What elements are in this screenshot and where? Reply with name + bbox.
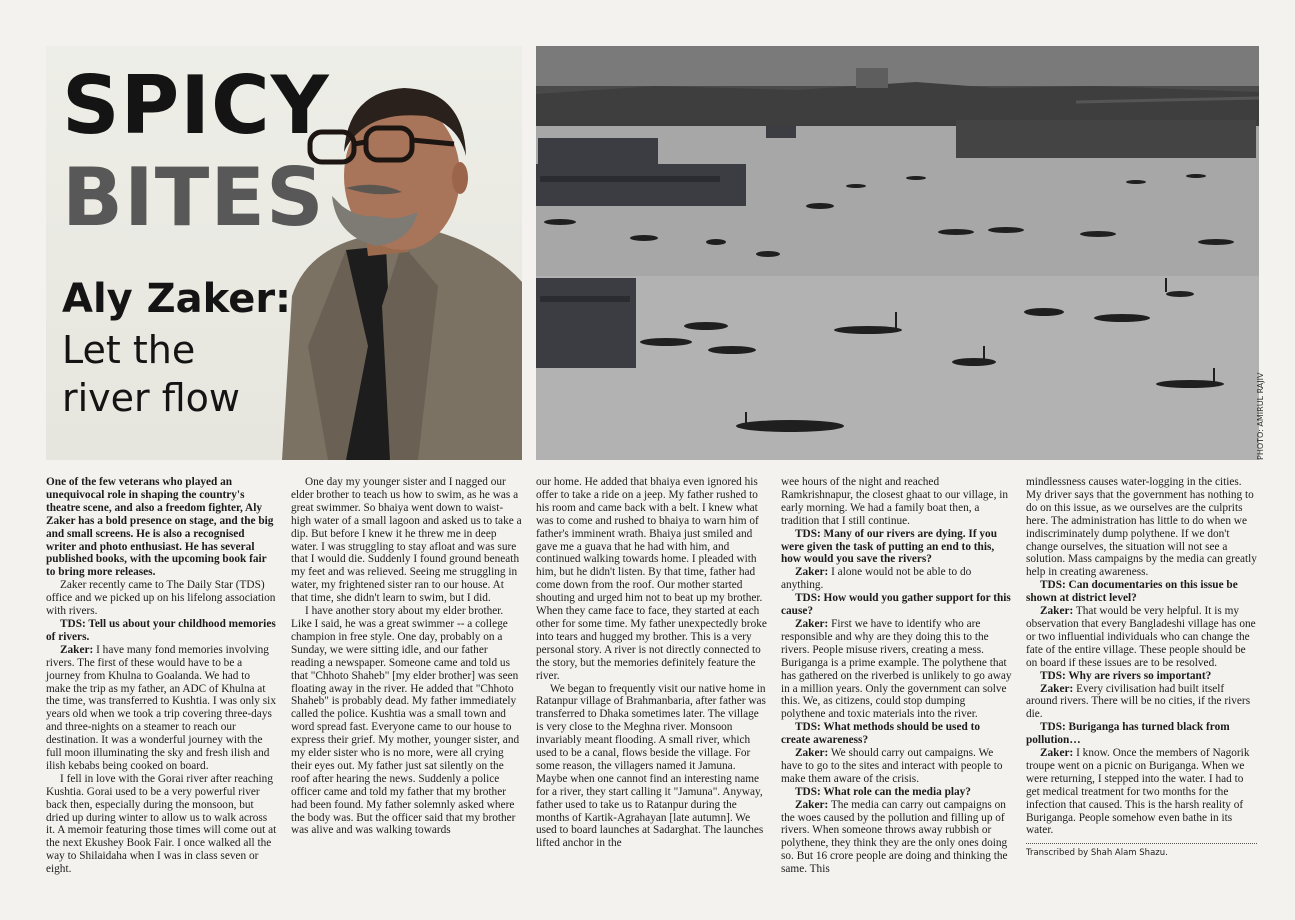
top-visuals: [46, 46, 1259, 460]
answer-text: I alone would not be able to do anything.: [781, 566, 972, 592]
question: TDS: Many of our rivers are dying. If you were given the task of putting an end to this, how would you save the rivers?: [781, 527, 997, 566]
paragraph: our home. He added that bhaiya even ignored his offer to take a ride on a jeep. My father rushed to his room and came back with a belt. I knew what was to come and rushed to bhaiya to warn him of father's imminent wrath. Bhaiya just smiled and gave me a guava that he had with him, and continued walking towards home. I pleaded with him, but he didn't listen. By that time, father had come down from the roof. Our mother started shouting and urged him not to beat up my brother. When they came face to face, they started at each other for some time. My father unexpectedly broke into tears and hugged my brother. This is a very personal story. A river is not directly connected to the story, but the memories definitely feature the river.: [536, 476, 767, 682]
photo-credit: PHOTO: AMIRUL RAJIV: [1256, 372, 1265, 460]
paragraph: One day my younger sister and I nagged our elder brother to teach us how to swim, as he was a great swimmer. So bhaiya went down to waist-high water of a small lagoon and asked us to take a dip. But before I knew it he threw me in deep water. I was struggling to stay afloat and was sure that I would die. Suddenly I found ground beneath my feet and was relieved. Seeing me struggling in water, my frightened sister ran to our house. At that time, she didn't learn to swim, but I did.: [291, 476, 522, 605]
question: TDS: Can documentaries on this issue be shown at district level?: [1026, 579, 1238, 605]
answer: [46, 644, 277, 773]
hero-panel: [46, 46, 522, 460]
headline-subtitle: Let the river flow: [62, 328, 241, 420]
paragraph: I have another story about my elder brother. Like I said, he was a great swimmer -- a college champion in free style. One day, probably on a Sunday, we were sitting idle, and our father reading a newspaper. Someone came and told us that "Chhoto Shaheb" [my elder brother] was seen floating away in the river. He added that "Chhoto Shaheb" is probably dead. My father immediately called the police. Kushtia was a small town and word spread fast. Everyone came to our house to express their grief. My mother, younger sister, and my elder sister who is no more, were all crying their eyes out. My father just sat silently on the roof after hearing the news. Suddenly a police officer came and told my father that my brother had been found. My father solemnly asked where the body was. But the officer said that my brother was alive and was walking towards: [291, 605, 520, 837]
river-boats-image: [536, 46, 1259, 460]
paragraph: wee hours of the night and reached Ramkrishnapur, the closest ghaat to our village, in early morning. We had a family boat then, a tradition that I still continue.: [781, 476, 1009, 527]
speaker-label: Zaker:: [1040, 682, 1074, 695]
question: TDS: What role can the media play?: [795, 785, 971, 798]
headline-name: Aly Zaker:: [62, 276, 292, 322]
article-body: [46, 476, 1259, 906]
answer: [781, 747, 1012, 786]
answer-text: Every civilisation had built itself around rivers. There will be no cities, if the rivers die.: [1026, 682, 1251, 721]
speaker-label: Zaker:: [60, 643, 94, 656]
column-1: [46, 476, 277, 876]
answer-text: That would be very helpful. It is my observation that every Bangladeshi village has one or two influential individuals who can change the fate of the entire village. These people should be on board if these issues are to be resolved.: [1026, 605, 1256, 669]
intro-paragraph: One of the few veterans who played an unequivocal role in shaping the country's theatre scene, and also a freedom fighter, Aly Zaker has a bold presence on stage, and the big and small screens. He is also a recognised writer and photo enthusiast. He has several published books, with the upcoming book fair to bring more releases.: [46, 476, 274, 579]
question: TDS: Buriganga has turned black from pollution…: [1026, 721, 1230, 747]
answer: [781, 566, 1012, 592]
column-2: [291, 476, 522, 837]
column-4: [781, 476, 1012, 876]
answer-text: I know. Once the members of Nagorik troupe went on a picnic on Buriganga. When we were returning, I stepped into the water. I had to get medical treatment for two months for the infection that caused. This is the harsh reality of Buriganga. People somehow even bathe in its water.: [1026, 747, 1250, 837]
river-photo: [536, 46, 1259, 460]
paragraph: mindlessness causes water-logging in the cities. My driver says that the government has nothing to do on this issue, as we ourselves are the culprits here. The administration has little to do when we indiscriminately dump polythene. If we don't change ourselves, the situation will not see a solution. Mass campaigns by the media can greatly help in creating awareness.: [1026, 476, 1257, 579]
answer-text: We should carry out campaigns. We have to go to the sites and interact with people to make them aware of the crisis.: [781, 747, 1003, 785]
speaker-label: Zaker:: [795, 566, 829, 579]
answer: [781, 618, 1012, 721]
question: TDS: Tell us about your childhood memories of rivers.: [46, 617, 276, 643]
section-title-line2: BITES: [62, 151, 325, 244]
column-5: [1026, 476, 1257, 860]
answer-text: First we have to identify who are responsible and why are they doing this to the rivers. People misuse rivers, creating a mess. Buriganga is a prime example. The polythene that has gathered on the riverbed is unlikely to go away in a million years. Only the government can solve this. We, as citizens, could stop dumping polythene and toxic materials into the river.: [781, 617, 1012, 721]
paragraph: Zaker recently came to The Daily Star (TDS) office and we picked up on his lifelong association with rivers.: [46, 579, 276, 618]
question: TDS: What methods should be used to create awareness?: [781, 721, 980, 747]
speaker-label: Zaker:: [795, 617, 829, 630]
paragraph: We began to frequently visit our native home in Ratanpur village of Brahmanbaria, after father was transferred to Dhaka sometimes later. The village is very close to the Meghna river. Monsoon invariably meant flooding. A small river, which used to be a canal, flows beside the village. For some reason, the villagers named it Jamuna. Maybe when one cannot find an interesting name for a river, they start calling it "Jamuna". Anyway, father used to take us to Ratanpur during the months of Kartik-Agrahayan [late autumn]. We used to board launches at Sadarghat. The launches lifted anchor in the: [536, 682, 766, 850]
column-3: [536, 476, 767, 850]
speaker-label: Zaker:: [795, 798, 829, 811]
speaker-label: Zaker:: [1040, 605, 1074, 618]
answer: [781, 799, 1012, 876]
question: TDS: How would you gather support for this cause?: [781, 592, 1011, 618]
portrait-image: [46, 46, 522, 460]
answer: [1026, 605, 1257, 670]
answer-text: I have many fond memories involving rivers. The first of these would have to be a journey from Khulna to Goalanda. We had to make the trip as my father, an ADC of Khulna at the time, was transferred to Kushtia. I was only six years old when we took a trip covering three-days and three-nights on a steamer to reach our destination. It was a wonderful journey with the full moon illuminating the sky and fresh ilish and ilish kebabs being cooked on board.: [46, 643, 276, 772]
answer: [1026, 683, 1257, 722]
speaker-label: Zaker:: [795, 747, 829, 760]
paragraph: I fell in love with the Gorai river after reaching Kushtia. Gorai used to be a very powerful river back then, especially during the monsoon, but dried up during winter to allow us to walk across it. A memoir featuring those times will come out at the next Ekushey Book Fair. I once walked all the way to Shilaidaha when I was in class seven or eight.: [46, 772, 277, 876]
section-title-line1: SPICY: [62, 59, 330, 152]
question: TDS: Why are rivers so important?: [1040, 669, 1212, 682]
answer-text: The media can carry out campaigns on the woes caused by the pollution and filling up of rivers. When someone throws away rubbish or polythene, they think they are the only ones doing so. But 16 crore people are doing and thinking the same. This: [781, 798, 1008, 876]
transcriber-credit: Transcribed by Shah Alam Shazu.: [1026, 843, 1257, 860]
answer: [1026, 747, 1257, 837]
speaker-label: Zaker:: [1040, 747, 1074, 760]
